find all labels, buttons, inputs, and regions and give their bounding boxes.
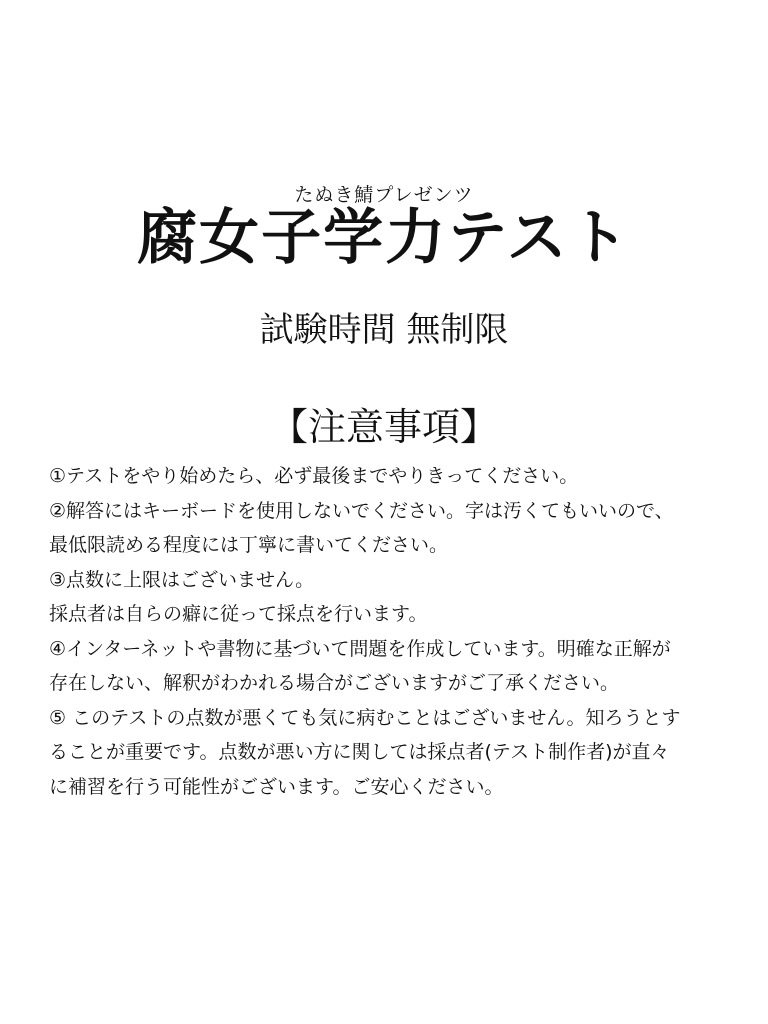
presents-subtitle: たぬき鯖プレゼンツ [294,184,474,206]
notes-list [49,459,739,804]
notes-line: 採点者は自らの癖に従って採点を行います。 [49,603,428,625]
notes-line: ①テストをやり始めたら、必ず最後までやりきってください。 [49,465,579,487]
notes-line: 存在しない、解釈がわかれる場合がございますがご了承ください。 [49,672,620,694]
notes-line: 最低限読める程度には丁寧に書いてください。 [49,534,449,556]
notes-line: ②解答にはキーボードを使用しないでください。字は汚くてもいいので、 [49,499,674,522]
exam-time-label: 試験時間 無制限 [259,310,509,350]
notes-line: ることが重要です。点数が悪い方に関しては採点者(テスト制作者)が直々 [49,741,670,763]
notes-line: ③点数に上限はございません。 [49,568,315,591]
page-title: 腐女子学力テスト [137,203,631,273]
notes-line: ④インターネットや書物に基づいて問題を作成しています。明確な正解が [49,637,671,660]
notes-heading: 【注意事項】 [269,405,498,449]
notes-line: に補習を行う可能性がございます。ご安心ください。 [49,775,504,798]
notes-line: ⑤ このテストの点数が悪くても気に病むことはございません。知ろうとす [49,706,681,729]
